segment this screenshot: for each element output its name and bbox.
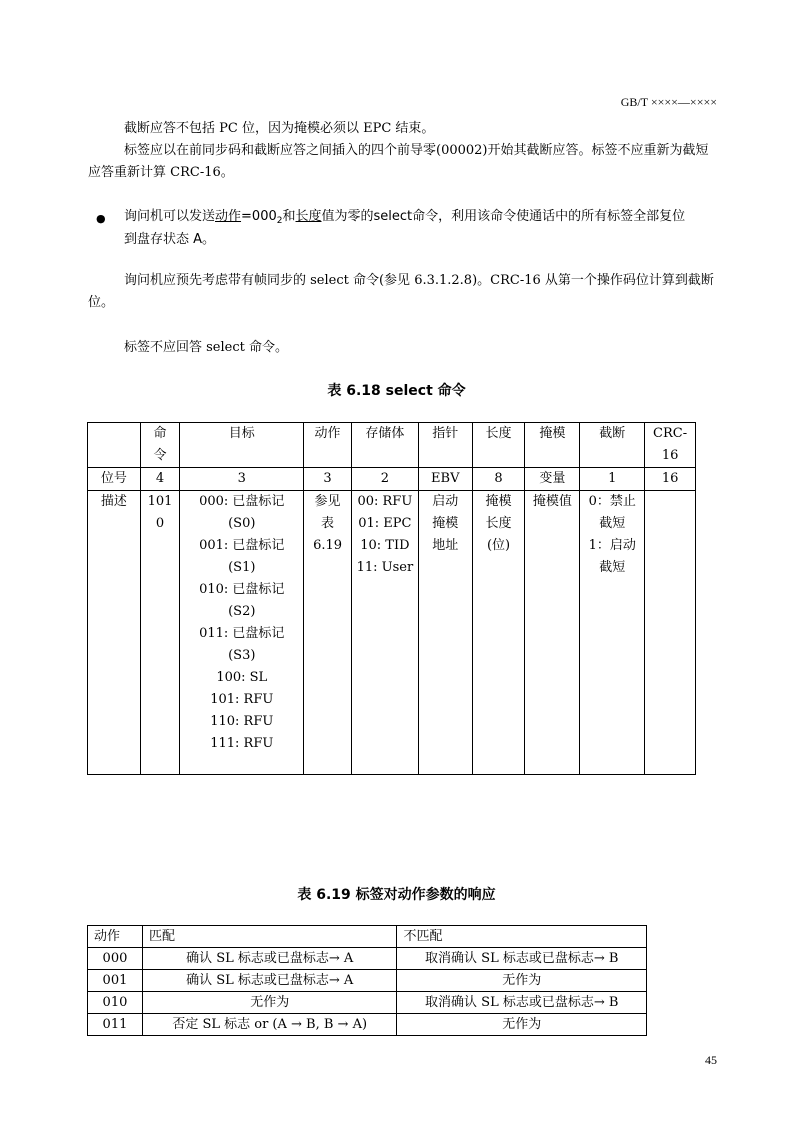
table19-caption: 表 6.19 标签对动作参数的响应 <box>297 887 496 903</box>
table19-header-row <box>88 926 647 948</box>
table18-bits-cell: 2 <box>351 468 418 491</box>
table18-desc-action <box>304 491 352 775</box>
page-number: 45 <box>705 1053 717 1067</box>
table18-desc-membank <box>351 491 418 775</box>
document-header: GB/T ××××—×××× <box>620 95 717 109</box>
table-row <box>88 1014 647 1036</box>
table18-header-cell: 命令 <box>140 423 180 468</box>
paragraph-frame-sync-block <box>88 270 718 314</box>
bullet-text-action: 动作 <box>215 209 242 224</box>
table19-cell: 无作为 <box>142 992 397 1014</box>
cell-line: (S0) <box>228 516 256 531</box>
table18-bits-row <box>88 468 696 491</box>
table19-cell: 确认 SL 标志或已盘标志→ A <box>142 970 397 992</box>
table18-desc-target <box>180 491 304 775</box>
cell-line: 截短 <box>599 560 626 575</box>
cell-line: 11: User <box>356 560 414 575</box>
paragraph-truncate-reply: 标签应以在前同步码和截断应答之间插入的四个前导零(00002)开始其截断应答。标签不应重新为截短应答重新计算 CRC-16。 <box>88 143 709 180</box>
paragraph-no-reply: 标签不应回答 select 命令。 <box>124 340 288 355</box>
table18-desc-length <box>472 491 525 775</box>
table18-header-cell: 目标 <box>180 423 304 468</box>
cell-line: 表 <box>321 516 335 531</box>
table19-cell: 确认 SL 标志或已盘标志→ A <box>142 948 397 970</box>
bullet-text-subscript: 2 <box>276 216 283 226</box>
cell-line: 101: RFU <box>210 692 274 707</box>
paragraph-frame-sync: 询问机应预先考虑带有帧同步的 select 命令(参见 6.3.1.2.8)。CRC-16 从第一个操作码位计算到截断位。 <box>88 273 714 310</box>
table19-cell: 011 <box>88 1014 143 1036</box>
table19-cell: 无作为 <box>397 1014 647 1036</box>
bullet-text-d: 和 <box>282 209 296 224</box>
paragraph-no-reply-block <box>88 337 718 359</box>
cell-line: (S3) <box>228 648 256 663</box>
cell-line: 011: 已盘标记 <box>199 626 285 641</box>
paragraph-truncate-pc: 截断应答不包括 PC 位，因为掩模必须以 EPC 结束。 <box>124 121 435 136</box>
table18-bits-cell: EBV <box>418 468 472 491</box>
cell-line: 000: 已盘标记 <box>199 494 285 509</box>
cell-line: 0：禁止 <box>588 494 636 509</box>
table18-desc-label: 描述 <box>88 491 141 775</box>
table19-cell: 取消确认 SL 标志或已盘标志→ B <box>397 992 647 1014</box>
table19-cell: 001 <box>88 970 143 992</box>
cell-line: 110: RFU <box>210 714 274 729</box>
table19-header-cell: 动作 <box>88 926 143 948</box>
table18-bits-cell: 变量 <box>525 468 580 491</box>
table18-desc-mask: 掩模值 <box>525 491 580 775</box>
table18-header-cell: 长度 <box>472 423 525 468</box>
table-row <box>88 970 647 992</box>
table18-desc-pointer <box>418 491 472 775</box>
cell-line: 010: 已盘标记 <box>199 582 285 597</box>
table18-bits-cell: 位号 <box>88 468 141 491</box>
table19-cell: 无作为 <box>397 970 647 992</box>
table18-bits-cell: 3 <box>180 468 304 491</box>
table19-cell: 取消确认 SL 标志或已盘标志→ B <box>397 948 647 970</box>
cell-line: 100: SL <box>216 670 268 685</box>
cell-line: 启动 <box>432 494 459 509</box>
body-text-block <box>88 118 718 184</box>
cell-line: 参见 <box>314 494 341 509</box>
table18-bits-cell: 16 <box>645 468 696 491</box>
table18-header-cell: 动作 <box>304 423 352 468</box>
cell-line: 6.19 <box>313 538 343 553</box>
cell-line: 00: RFU <box>357 494 413 509</box>
cell-line: 001: 已盘标记 <box>199 538 285 553</box>
bullet-text-c: =000 <box>241 209 277 224</box>
action-response-table <box>87 925 647 1036</box>
table19-cell: 000 <box>88 948 143 970</box>
table18-bits-cell: 4 <box>140 468 180 491</box>
cell-line: 掩模 <box>432 516 459 531</box>
table18-bits-cell: 8 <box>472 468 525 491</box>
table-row <box>88 992 647 1014</box>
table18-header-cell: 掩模 <box>525 423 580 468</box>
cell-line: 1：启动 <box>588 538 636 553</box>
bullet-text-f: 值为零的select命令，利用该命令使通话中的所有标签全部复位 <box>321 209 686 224</box>
bullet-text-a: 询问机可以发送 <box>124 209 216 224</box>
table18-header-row <box>88 423 696 468</box>
table18-header-cell: CRC-16 <box>645 423 696 468</box>
table18-desc-command: 1010 <box>140 491 180 775</box>
table18-bits-cell: 3 <box>304 468 352 491</box>
cell-line: 长度 <box>485 516 512 531</box>
table18-header-cell: 截断 <box>580 423 645 468</box>
bullet-text-length: 长度 <box>295 209 322 224</box>
table19-header-cell: 匹配 <box>142 926 397 948</box>
table18-header-cell <box>88 423 141 468</box>
table18-caption: 表 6.18 select 命令 <box>327 383 466 399</box>
table18-desc-truncate <box>580 491 645 775</box>
cell-line: 111: RFU <box>210 736 274 751</box>
select-command-table <box>87 422 696 775</box>
cell-line: (位) <box>486 538 511 553</box>
table19-header-cell: 不匹配 <box>397 926 647 948</box>
table-row <box>88 948 647 970</box>
table19-cell: 否定 SL 标志 or (A → B, B → A) <box>142 1014 397 1036</box>
table18-desc-crc <box>645 491 696 775</box>
table18-bits-cell: 1 <box>580 468 645 491</box>
table18-desc-row <box>88 491 696 775</box>
table18-header-cell: 指针 <box>418 423 472 468</box>
cell-line: 截短 <box>599 516 626 531</box>
cell-line: (S1) <box>228 560 256 575</box>
cell-line: 01: EPC <box>358 516 412 531</box>
bullet-text-g: 到盘存状态 A。 <box>124 232 216 247</box>
cell-line: 10: TID <box>360 538 410 553</box>
bullet-icon: ● <box>96 212 106 225</box>
cell-line: 地址 <box>432 538 459 553</box>
table19-cell: 010 <box>88 992 143 1014</box>
table18-header-cell: 存储体 <box>351 423 418 468</box>
cell-line: (S2) <box>228 604 256 619</box>
bullet-item-reset <box>124 205 724 251</box>
cell-line: 掩模 <box>485 494 512 509</box>
